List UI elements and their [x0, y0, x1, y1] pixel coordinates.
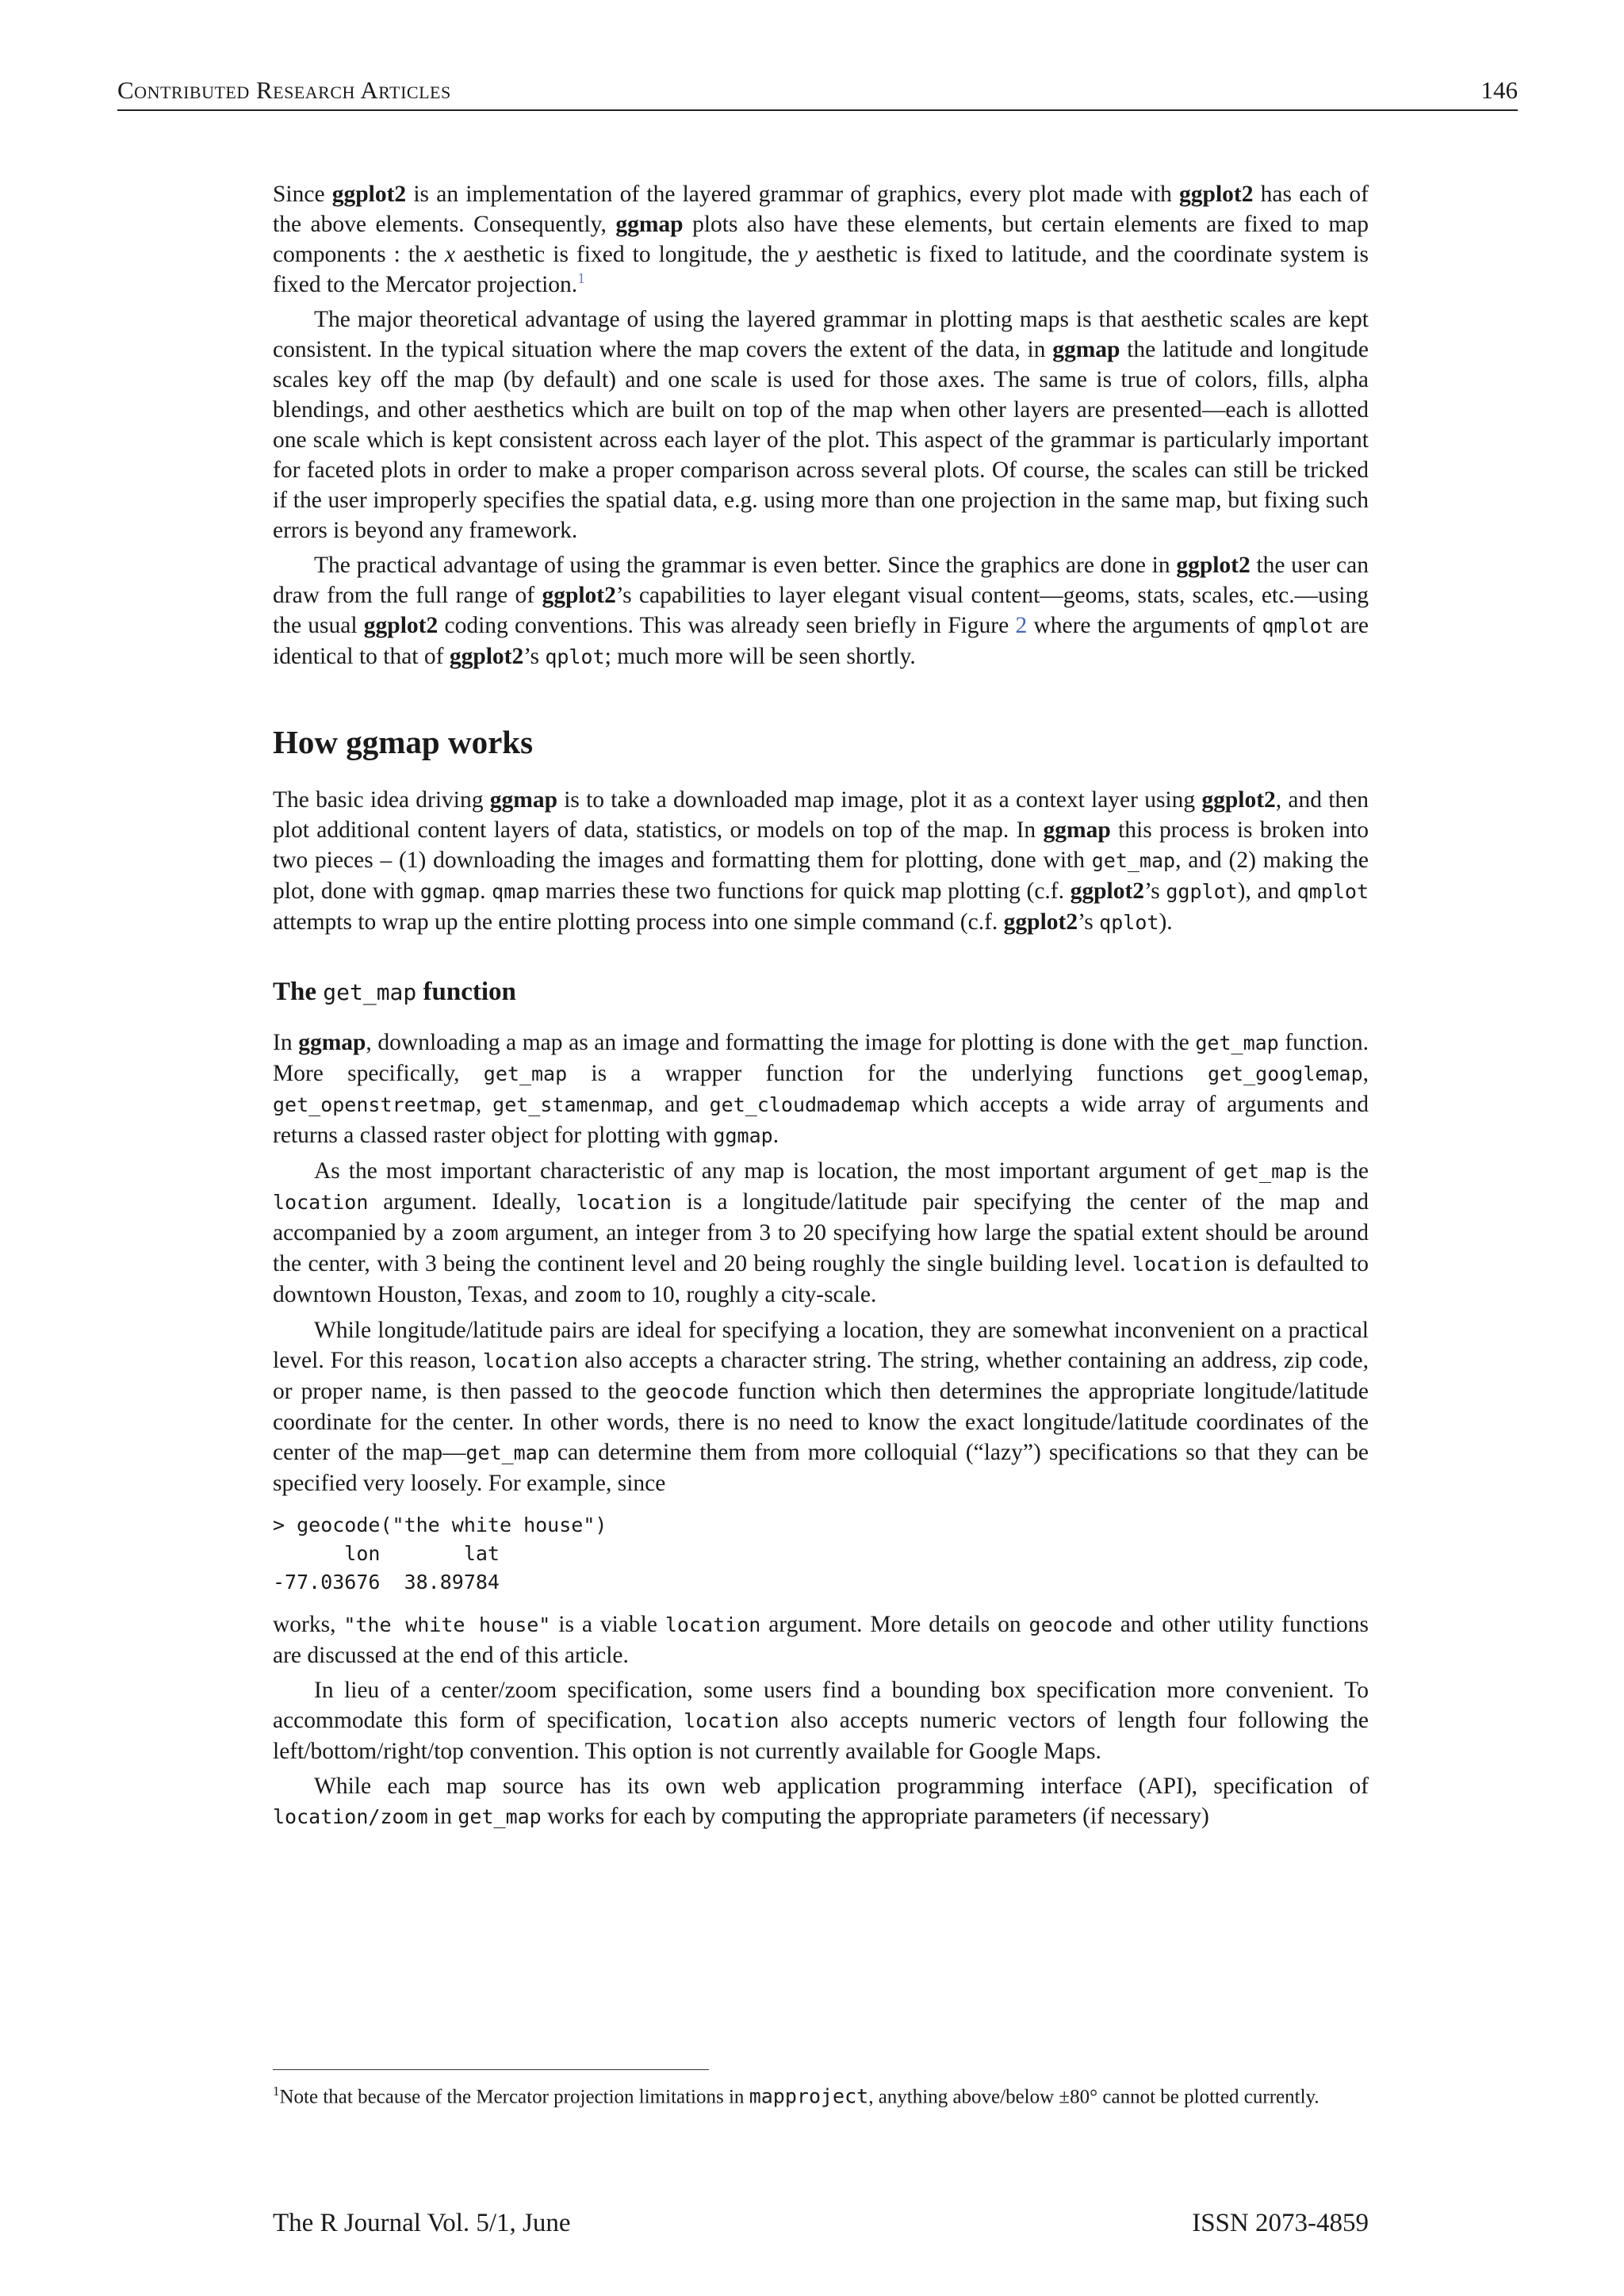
paragraph-7: While longitude/latitude pairs are ideal for specifying a location, they are somewhat inconvenient on a practical level. For this reason, location also accepts a character string. The string, whether containing an address, zip code, or proper name, is then passed to the geocode function which then determines the appropriate longitude/latitude coordinate for the center. In other words, there is no need to know the exact longitude/latitude coordinates of the center of the map—get_map can determine them from more colloquial (“lazy”) specifications so that they can be specified very loosely. For example, since: [273, 1318, 1369, 1496]
header-page-number: 146: [1480, 76, 1518, 104]
footer-issn: ISSN 2073-4859: [1192, 2209, 1369, 2237]
paragraph-3: The practical advantage of using the grammar is even better. Since the graphics are done in ggplot2 the user can draw from the full range of ggplot2’s capabilities to layer elegant visual content—geoms, stats, scales, etc.—using the usual ggplot2 coding conventions. This was already seen briefly in Figure 2 where the arguments of qmplot are identical to that of ggplot2’s qplot; much more will be seen shortly.: [273, 553, 1369, 669]
paragraph-1: Since ggplot2 is an implementation of the layered grammar of graphics, every plot made with ggplot2 has each of the above elements. Consequently, ggmap plots also have these elements, but certain elements are fixed to map components : the x aesthetic is fixed to longitude, the y aesthetic is fixed to latitude, and the coordinate system is fixed to the Mercator projection.$^1$: [273, 182, 1369, 297]
paragraph-10: While each map source has its own web application programming interface (API), specification of location/zoom in get_map works for each by computing the appropriate parameters (if necessary): [273, 1774, 1369, 1829]
paragraph-6: As the most important characteristic of any map is location, the most important argument of get_map is the location argument. Ideally, location is a longitude/latitude pair specifying the center of the map and accompanied by a zoom argument, an integer from 3 to 20 specifying how large the spatial extent should be around the center, with 3 being the continent level and 20 being roughly the single building level. location is defaulted to downtown Houston, Texas, and zoom to 10, roughly a city-scale.: [273, 1158, 1369, 1307]
running-header: [117, 76, 1518, 111]
paragraph-8: works, "the white house" is a viable location argument. More details on geocode and other utility functions are discussed at the end of this article.: [273, 1612, 1369, 1668]
footnote-ref-1[interactable]: 1: [577, 270, 585, 288]
footnote-divider: [273, 2069, 709, 2070]
article-body: [273, 179, 1369, 1832]
footer-journal: The R Journal Vol. 5/1, June: [273, 2209, 571, 2237]
section-title: How ggmap works: [273, 724, 534, 760]
header-section: Contributed Research Articles: [117, 76, 451, 104]
paragraph-5: In ggmap, downloading a map as an image and formatting the image for plotting is done with the get_map function. More specifically, get_map is a wrapper function for the underlying functions get_googlemap, get_openstreetmap, get_stamenmap, and get_cloudmademap which accepts a wide array of arguments and returns a classed raster object for plotting with ggmap.: [273, 1030, 1369, 1148]
paragraph-9: In lieu of a center/zoom specification, some users find a bounding box specification more convenient. To accommodate this form of specification, location also accepts numeric vectors of length four following the left/bottom/right/top convention. This option is not currently available for Google Maps.: [273, 1678, 1369, 1764]
code-block: > geocode("the white house") lon lat -77.03676 38.89784: [273, 1513, 607, 1594]
figure-ref-2[interactable]: 2: [1015, 613, 1028, 638]
footnote-1: $^1$Note that because of the Mercator projection limitations in mapproject, anything above/below ±80° cannot be plotted currently.: [273, 2084, 1320, 2108]
paragraph-4: The basic idea driving ggmap is to take a downloaded map image, plot it as a context layer using ggplot2, and then plot additional content layers of data, statistics, or models on top of the map. In ggmap this process is broken into two pieces – (1) downloading the images and formatting them for plotting, done with get_map, and (2) making the plot, done with ggmap. qmap marries these two functions for quick map plotting (c.f. ggplot2’s ggplot), and qmplot attempts to wrap up the entire plotting process into one simple command (c.f. ggplot2’s qplot).: [273, 787, 1369, 935]
subsection-title: The get_map function: [273, 978, 516, 1006]
paragraph-2: The major theoretical advantage of using the layered grammar in plotting maps is that aesthetic scales are kept consistent. In the typical situation where the map covers the extent of the data, in ggmap the latitude and longitude scales key off the map (by default) and one scale is used for those axes. The same is true of colors, fills, alpha blendings, and other aesthetics which are built on top of the map when other layers are presented—each is allotted one scale which is kept consistent across each layer of the plot. This aspect of the grammar is particularly important for faceted plots in order to make a proper comparison across several plots. Of course, the scales can still be tricked if the user improperly specifies the spatial data, e.g. using more than one projection in the same map, but fixing such errors is beyond any framework.: [273, 307, 1369, 543]
